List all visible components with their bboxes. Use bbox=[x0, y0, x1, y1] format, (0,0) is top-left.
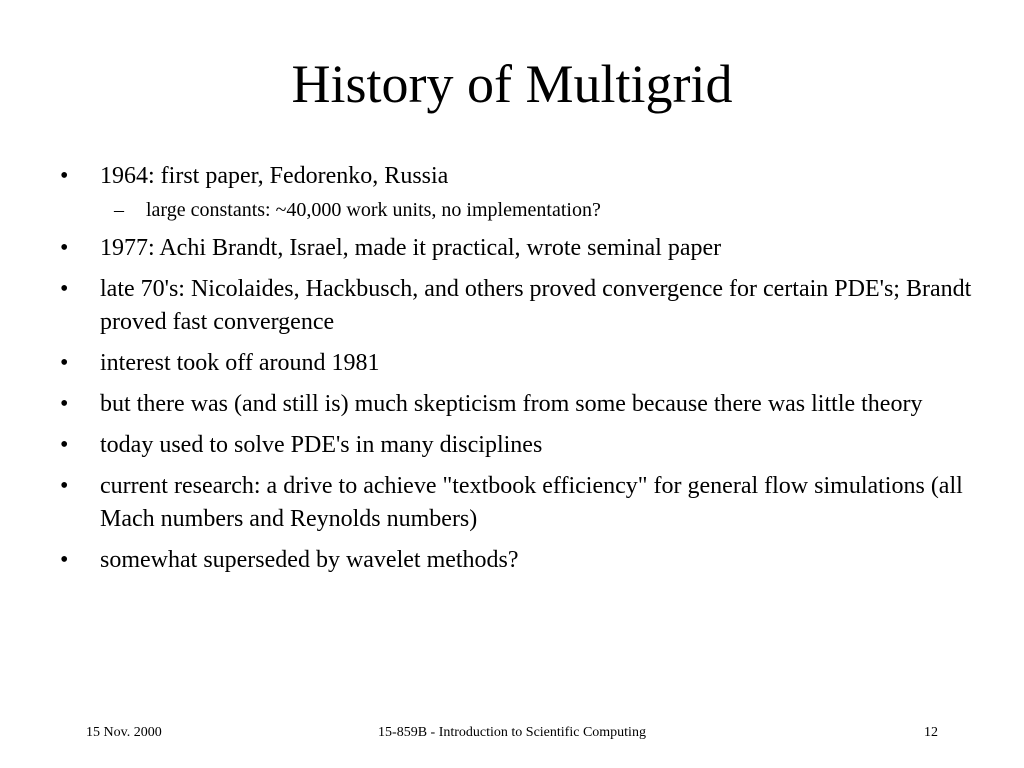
bullet-text: 1964: first paper, Fedorenko, Russia bbox=[100, 163, 449, 189]
bullet-marker: • bbox=[60, 235, 69, 261]
bullet-text: current research: a drive to achieve "textbook efficiency" for general flow simulations (all Mach numbers and Reynolds numbers) bbox=[100, 473, 963, 532]
bullet-marker: • bbox=[60, 473, 69, 499]
bullet-marker: • bbox=[60, 432, 69, 458]
slide-title: History of Multigrid bbox=[291, 54, 733, 114]
bullet-item bbox=[60, 544, 980, 577]
bullet-text: today used to solve PDE's in many disciplines bbox=[100, 432, 543, 458]
bullet-text: interest took off around 1981 bbox=[100, 350, 380, 376]
sub-bullet-marker: – bbox=[114, 199, 124, 221]
footer-date: 15 Nov. 2000 bbox=[86, 725, 162, 740]
bullet-marker: • bbox=[60, 350, 69, 376]
bullet-text: but there was (and still is) much skepticism from some because there was little theory bbox=[100, 391, 923, 417]
sub-bullet-item bbox=[100, 196, 980, 224]
sub-bullet-list bbox=[100, 196, 980, 224]
bullet-item bbox=[60, 347, 980, 380]
bullet-item bbox=[60, 160, 980, 224]
bullet-marker: • bbox=[60, 547, 69, 573]
bullet-marker: • bbox=[60, 163, 69, 189]
sub-bullet-text: large constants: ~40,000 work units, no implementation? bbox=[146, 199, 601, 221]
bullet-marker: • bbox=[60, 391, 69, 417]
bullet-item bbox=[60, 470, 980, 536]
bullet-list bbox=[60, 160, 980, 585]
footer-page-number: 12 bbox=[924, 725, 938, 740]
bullet-item bbox=[60, 273, 980, 339]
bullet-item bbox=[60, 388, 980, 421]
bullet-text: 1977: Achi Brandt, Israel, made it practical, wrote seminal paper bbox=[100, 235, 722, 261]
bullet-marker: • bbox=[60, 276, 69, 302]
bullet-item bbox=[60, 429, 980, 462]
bullet-text: late 70's: Nicolaides, Hackbusch, and others proved convergence for certain PDE's; Brandt proved fast convergence bbox=[100, 276, 972, 335]
bullet-text: somewhat superseded by wavelet methods? bbox=[100, 547, 519, 573]
footer-course-title: 15-859B - Introduction to Scientific Computing bbox=[378, 725, 646, 740]
bullet-item bbox=[60, 232, 980, 265]
